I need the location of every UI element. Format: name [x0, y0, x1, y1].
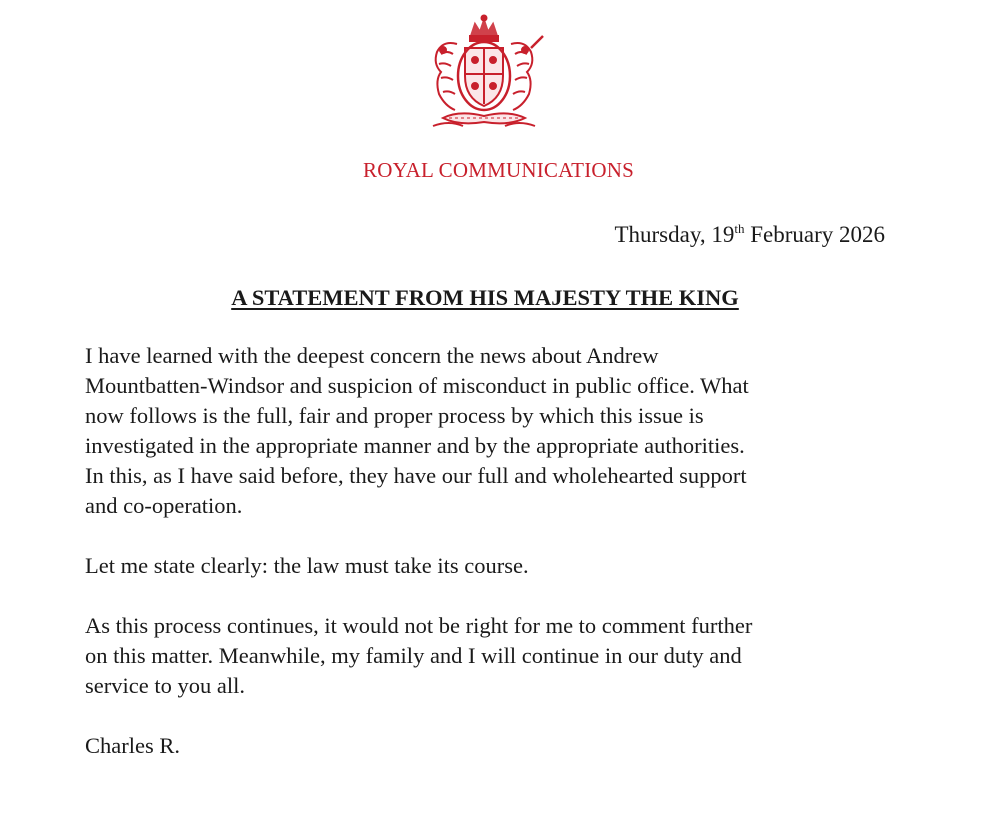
statement-date — [614, 222, 885, 248]
statement-body — [85, 341, 915, 761]
date-ordinal-suffix: th — [734, 221, 745, 236]
signature: Charles R. — [85, 733, 180, 758]
paragraph-2: Let me state clearly: the law must take its course. — [85, 553, 529, 578]
royal-coat-of-arms-icon — [419, 14, 549, 132]
statement-heading: A STATEMENT FROM HIS MAJESTY THE KING — [231, 285, 739, 310]
letterhead-office: ROYAL COMMUNICATIONS — [363, 158, 634, 182]
date-month-year: February 2026 — [744, 222, 885, 247]
paragraph-1: I have learned with the deepest concern the news about Andrew Mountbatten-Windsor and suspicion of misconduct in public office. What now follows is the full, fair and proper process by which this issue is investigated in the appropriate manner and by the appropriate authorities. In this, as I have said before, they have our full and wholehearted support and co-operation. — [85, 343, 749, 518]
paragraph-3: As this process continues, it would not be right for me to comment further on this matter. Meanwhile, my family and I will continue in our duty and service to you all. — [85, 613, 753, 698]
date-day: Thursday, 19 — [614, 222, 735, 247]
